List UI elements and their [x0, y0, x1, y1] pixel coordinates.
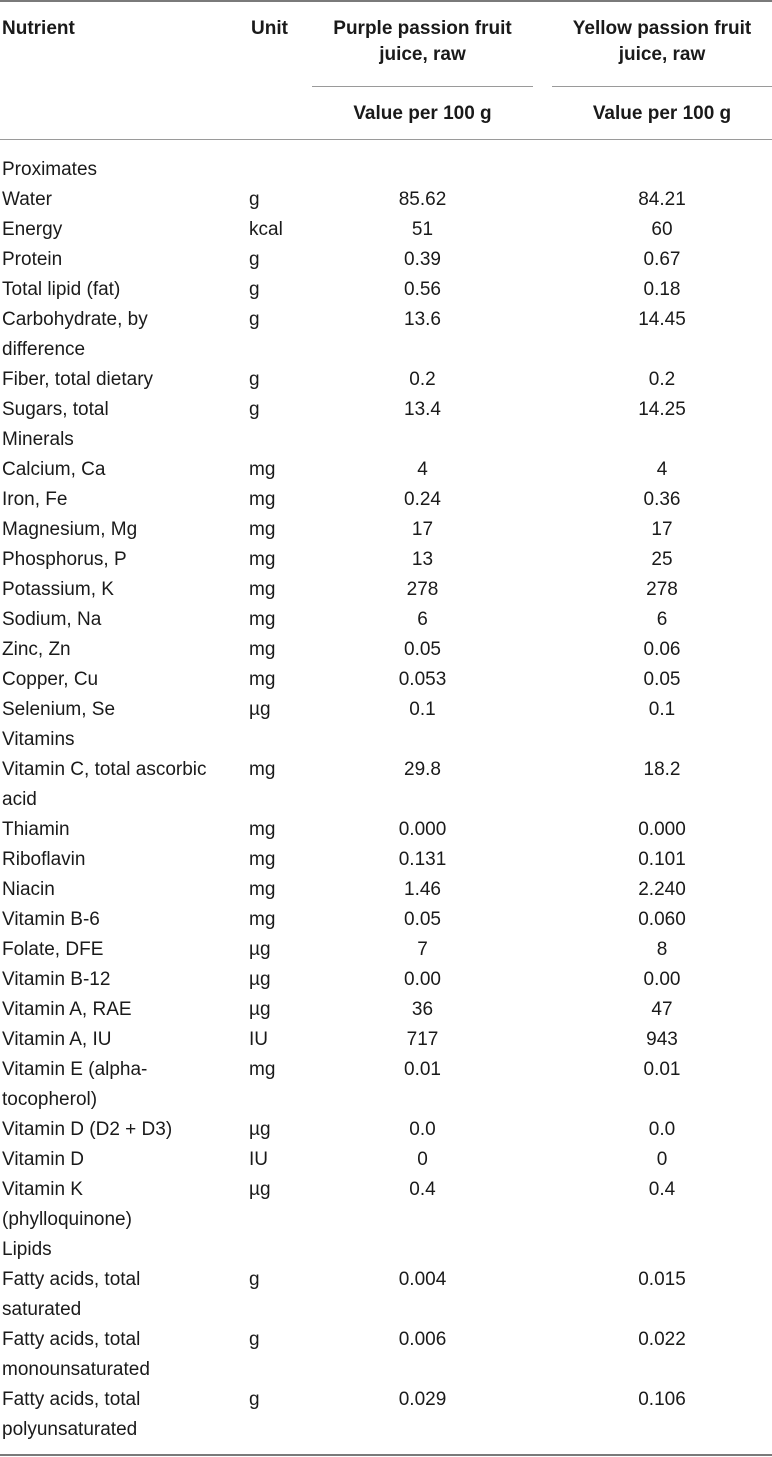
column-gap: [533, 1385, 552, 1445]
column-gap: [533, 545, 552, 575]
nutrient-name-line: Vitamin K: [2, 1179, 83, 1200]
yellow-value-cell: 0.2: [648, 369, 676, 390]
unit-cell: µg: [249, 969, 271, 990]
table-row: [0, 755, 772, 815]
table-row: [0, 1325, 772, 1385]
table-row: [0, 1145, 772, 1175]
purple-value-cell: 1.46: [404, 879, 441, 900]
column-gap: [533, 1145, 552, 1175]
unit-cell: µg: [249, 999, 271, 1020]
nutrient-name: [0, 935, 249, 965]
nutrient-name-line: Riboflavin: [2, 849, 86, 870]
table-row: [0, 935, 772, 965]
nutrient-name-line: Phosphorus, P: [2, 549, 127, 570]
header-nutrient: Nutrient: [2, 18, 75, 39]
header-yellow-line-2: juice, raw: [618, 44, 706, 65]
nutrient-name: [0, 1025, 249, 1055]
table-row: [0, 365, 772, 395]
unit-cell: µg: [249, 699, 271, 720]
nutrient-name: [0, 455, 249, 485]
purple-value-cell: 7: [417, 939, 428, 960]
column-gap: [533, 995, 552, 1025]
nutrient-name-line: Magnesium, Mg: [2, 519, 138, 540]
nutrient-name: [0, 665, 249, 695]
yellow-value-cell: 47: [651, 999, 673, 1020]
table-row: [0, 635, 772, 665]
column-gap: [533, 185, 552, 215]
purple-value-cell: 51: [411, 219, 434, 240]
nutrient-name: [0, 215, 249, 245]
table-row: [0, 815, 772, 845]
table-row: [0, 185, 772, 215]
unit-cell: mg: [249, 459, 276, 480]
section-label: Vitamins: [2, 729, 75, 750]
nutrient-name: [0, 875, 249, 905]
nutrient-name: [0, 305, 249, 365]
yellow-value-cell: 0.000: [638, 819, 686, 840]
table-row: [0, 215, 772, 245]
unit-cell: g: [249, 189, 260, 210]
column-gap: [533, 1325, 552, 1385]
purple-value-cell: 278: [406, 579, 439, 600]
unit-cell: mg: [249, 879, 276, 900]
table-row: [0, 395, 772, 425]
nutrient-name: [0, 1265, 249, 1325]
nutrient-name-line: Potassium, K: [2, 579, 114, 600]
yellow-value-cell: 14.25: [638, 399, 686, 420]
nutrient-name-line: Vitamin D: [2, 1149, 85, 1170]
nutrient-name-line: Sodium, Na: [2, 609, 102, 630]
yellow-value-cell: 0.060: [638, 909, 686, 930]
table-row: [0, 1055, 772, 1115]
purple-value-cell: 6: [417, 609, 428, 630]
nutrient-name: [0, 1325, 249, 1385]
section-row: [0, 1235, 772, 1265]
unit-cell: g: [249, 249, 260, 270]
column-gap: [533, 515, 552, 545]
unit-cell: g: [249, 1389, 260, 1410]
table-row: [0, 275, 772, 305]
nutrient-name: [0, 635, 249, 665]
nutrient-name-line: Vitamin B-12: [2, 969, 111, 990]
yellow-value-cell: 0.01: [643, 1059, 681, 1080]
unit-cell: IU: [249, 1149, 268, 1170]
purple-value-cell: 0: [417, 1149, 428, 1170]
nutrient-name: [0, 965, 249, 995]
unit-cell: µg: [249, 1119, 271, 1140]
column-gap: [533, 935, 552, 965]
nutrient-name: [0, 1385, 249, 1445]
nutrient-name: [0, 1055, 249, 1115]
nutrient-name-line: Thiamin: [2, 819, 70, 840]
nutrient-name: [0, 905, 249, 935]
unit-cell: mg: [249, 519, 276, 540]
purple-value-cell: 0.004: [398, 1269, 447, 1290]
yellow-value-cell: 0.05: [643, 669, 681, 690]
column-gap: [533, 455, 552, 485]
purple-value-cell: 717: [406, 1029, 439, 1050]
nutrient-name: [0, 575, 249, 605]
table-row: [0, 605, 772, 635]
header-value-per-100g-purple: Value per 100 g: [353, 103, 492, 124]
purple-value-cell: 17: [411, 519, 434, 540]
column-gap: [533, 1175, 552, 1235]
unit-cell: g: [249, 309, 260, 330]
table-body: [0, 155, 772, 1445]
table-row: [0, 665, 772, 695]
column-gap: [533, 755, 552, 815]
unit-cell: mg: [249, 549, 276, 570]
column-gap: [533, 245, 552, 275]
nutrient-name-line: Selenium, Se: [2, 699, 116, 720]
yellow-value-cell: 0.015: [638, 1269, 686, 1290]
unit-cell: g: [249, 399, 260, 420]
nutrient-name-line: Carbohydrate, by: [2, 309, 148, 330]
section-label: Proximates: [2, 159, 98, 180]
nutrient-name-line: difference: [2, 339, 86, 360]
nutrient-name-line: Sugars, total: [2, 399, 109, 420]
nutrient-name-line: Vitamin A, IU: [2, 1029, 112, 1050]
table-row: [0, 1025, 772, 1055]
nutrient-name-line: Iron, Fe: [2, 489, 68, 510]
table-row: [0, 875, 772, 905]
unit-cell: mg: [249, 579, 276, 600]
table-row: [0, 905, 772, 935]
nutrient-name-line: Fatty acids, total: [2, 1329, 141, 1350]
unit-cell: mg: [249, 759, 276, 780]
purple-value-cell: 0.2: [409, 369, 436, 390]
unit-cell: g: [249, 279, 260, 300]
unit-cell: µg: [249, 939, 271, 960]
column-gap: [533, 395, 552, 425]
unit-cell: µg: [249, 1179, 271, 1200]
column-gap: [533, 305, 552, 365]
column-gap: [533, 605, 552, 635]
column-gap: [533, 275, 552, 305]
purple-value-cell: 0.131: [398, 849, 447, 870]
section-row: [0, 155, 772, 185]
purple-value-cell: 85.62: [398, 189, 447, 210]
table-row: [0, 305, 772, 365]
header-subrule-purple: [312, 86, 533, 87]
unit-cell: g: [249, 1329, 260, 1350]
unit-cell: mg: [249, 909, 276, 930]
purple-value-cell: 13: [411, 549, 434, 570]
column-gap: [533, 815, 552, 845]
nutrient-name-line: Calcium, Ca: [2, 459, 106, 480]
nutrient-name: [0, 695, 249, 725]
nutrient-name-line: Fatty acids, total: [2, 1269, 141, 1290]
nutrient-name: [0, 485, 249, 515]
yellow-value-cell: 0.1: [648, 699, 676, 720]
yellow-value-cell: 2.240: [638, 879, 686, 900]
purple-value-cell: 0.006: [398, 1329, 447, 1350]
column-gap: [533, 905, 552, 935]
section-row: [0, 425, 772, 455]
nutrient-name-line: Folate, DFE: [2, 939, 104, 960]
header-yellow-line-1: Yellow passion fruit: [572, 18, 752, 39]
section-row: [0, 725, 772, 755]
purple-value-cell: 0.05: [404, 639, 441, 660]
yellow-value-cell: 4: [656, 459, 668, 480]
purple-value-cell: 0.05: [404, 909, 441, 930]
nutrient-name: [0, 545, 249, 575]
purple-value-cell: 0.0: [409, 1119, 436, 1140]
purple-value-cell: 0.39: [404, 249, 441, 270]
yellow-value-cell: 0.101: [638, 849, 686, 870]
column-gap: [533, 665, 552, 695]
purple-value-cell: 36: [411, 999, 434, 1020]
unit-cell: mg: [249, 819, 276, 840]
table-row: [0, 575, 772, 605]
yellow-value-cell: 8: [656, 939, 668, 960]
unit-cell: kcal: [249, 219, 283, 240]
column-gap: [533, 1115, 552, 1145]
purple-value-cell: 13.4: [404, 399, 441, 420]
column-gap: [533, 1055, 552, 1115]
yellow-value-cell: 943: [646, 1029, 678, 1050]
purple-value-cell: 13.6: [404, 309, 441, 330]
nutrient-name: [0, 515, 249, 545]
unit-cell: IU: [249, 1029, 268, 1050]
header-subrule-yellow: [552, 86, 772, 87]
purple-value-cell: 29.8: [404, 759, 441, 780]
table-row: [0, 995, 772, 1025]
column-gap: [533, 215, 552, 245]
yellow-value-cell: 0.00: [643, 969, 681, 990]
unit-cell: mg: [249, 849, 276, 870]
purple-value-cell: 0.1: [409, 699, 436, 720]
purple-value-cell: 0.000: [398, 819, 447, 840]
nutrient-name-line: (phylloquinone): [2, 1209, 132, 1230]
nutrient-name-line: Vitamin B-6: [2, 909, 100, 930]
unit-cell: mg: [249, 609, 276, 630]
yellow-value-cell: 18.2: [643, 759, 681, 780]
table-row: [0, 455, 772, 485]
table-row: [0, 695, 772, 725]
table-row: [0, 485, 772, 515]
nutrient-name: [0, 185, 249, 215]
nutrient-name: [0, 365, 249, 395]
header-yellow-juice: [552, 16, 772, 68]
column-gap: [533, 1025, 552, 1055]
purple-value-cell: 0.01: [404, 1059, 441, 1080]
nutrient-name-line: Energy: [2, 219, 63, 240]
yellow-value-cell: 14.45: [638, 309, 686, 330]
purple-value-cell: 0.00: [404, 969, 441, 990]
purple-value-cell: 4: [417, 459, 428, 480]
nutrient-name: [0, 245, 249, 275]
table-bottom-rule: [0, 1454, 772, 1456]
nutrient-name-line: Protein: [2, 249, 63, 270]
unit-cell: mg: [249, 1059, 276, 1080]
yellow-value-cell: 0.106: [638, 1389, 686, 1410]
unit-cell: g: [249, 369, 260, 390]
yellow-value-cell: 0.18: [643, 279, 681, 300]
column-gap: [533, 485, 552, 515]
section-label: Lipids: [2, 1239, 52, 1260]
nutrient-name-line: Vitamin C, total ascorbic: [2, 759, 207, 780]
column-gap: [533, 845, 552, 875]
nutrient-name-line: tocopherol): [2, 1089, 98, 1110]
yellow-value-cell: 0.0: [648, 1119, 676, 1140]
nutrient-name: [0, 995, 249, 1025]
column-gap: [533, 365, 552, 395]
nutrient-name-line: acid: [2, 789, 37, 810]
nutrient-name-line: Vitamin E (alpha-: [2, 1059, 148, 1080]
yellow-value-cell: 0.022: [638, 1329, 686, 1350]
column-gap: [533, 575, 552, 605]
table-row: [0, 245, 772, 275]
table-row: [0, 545, 772, 575]
nutrient-name-line: Zinc, Zn: [2, 639, 71, 660]
purple-value-cell: 0.053: [398, 669, 447, 690]
nutrient-name-line: Vitamin A, RAE: [2, 999, 132, 1020]
unit-cell: mg: [249, 669, 276, 690]
unit-cell: g: [249, 1269, 260, 1290]
header-purple-juice: [312, 16, 533, 68]
yellow-value-cell: 0.4: [648, 1179, 676, 1200]
yellow-value-cell: 0.36: [643, 489, 681, 510]
header-purple-line-2: juice, raw: [379, 44, 466, 65]
purple-value-cell: 0.4: [409, 1179, 436, 1200]
table-row: [0, 965, 772, 995]
header-unit: Unit: [251, 18, 288, 39]
yellow-value-cell: 0.06: [643, 639, 681, 660]
table-top-rule: [0, 0, 772, 2]
yellow-value-cell: 0.67: [643, 249, 681, 270]
yellow-value-cell: 6: [656, 609, 668, 630]
yellow-value-cell: 25: [651, 549, 673, 570]
purple-value-cell: 0.24: [404, 489, 441, 510]
nutrient-name-line: polyunsaturated: [2, 1419, 138, 1440]
nutrient-name: [0, 1115, 249, 1145]
nutrient-name: [0, 845, 249, 875]
table-row: [0, 1175, 772, 1235]
nutrient-name-line: Total lipid (fat): [2, 279, 121, 300]
yellow-value-cell: 60: [651, 219, 673, 240]
nutrient-name-line: Vitamin D (D2 + D3): [2, 1119, 173, 1140]
column-gap: [533, 1265, 552, 1325]
unit-cell: mg: [249, 489, 276, 510]
table-row: [0, 515, 772, 545]
nutrient-name-line: Water: [2, 189, 52, 210]
yellow-value-cell: 278: [646, 579, 678, 600]
unit-cell: mg: [249, 639, 276, 660]
yellow-value-cell: 0: [656, 1149, 668, 1170]
column-gap: [533, 965, 552, 995]
section-label: Minerals: [2, 429, 74, 450]
column-gap: [533, 635, 552, 665]
nutrient-name: [0, 1175, 249, 1235]
nutrient-name-line: Fatty acids, total: [2, 1389, 141, 1410]
nutrient-name-line: Niacin: [2, 879, 55, 900]
purple-value-cell: 0.56: [404, 279, 441, 300]
nutrient-name-line: monounsaturated: [2, 1359, 150, 1380]
column-gap: [533, 695, 552, 725]
nutrient-name: [0, 755, 249, 815]
table-row: [0, 1115, 772, 1145]
nutrient-name: [0, 1145, 249, 1175]
nutrient-name: [0, 815, 249, 845]
column-gap: [533, 875, 552, 905]
nutrient-name-line: Fiber, total dietary: [2, 369, 154, 390]
nutrient-name: [0, 605, 249, 635]
nutrient-name: [0, 275, 249, 305]
nutrient-name-line: saturated: [2, 1299, 82, 1320]
table-row: [0, 1265, 772, 1325]
nutrient-name: [0, 395, 249, 425]
table-row: [0, 845, 772, 875]
purple-value-cell: 0.029: [398, 1389, 447, 1410]
table-row: [0, 1385, 772, 1445]
nutrient-name-line: Copper, Cu: [2, 669, 99, 690]
yellow-value-cell: 84.21: [638, 189, 686, 210]
header-purple-line-1: Purple passion fruit: [333, 18, 512, 39]
header-value-per-100g-yellow: Value per 100 g: [592, 103, 732, 124]
yellow-value-cell: 17: [651, 519, 673, 540]
header-bottom-rule: [0, 139, 772, 140]
